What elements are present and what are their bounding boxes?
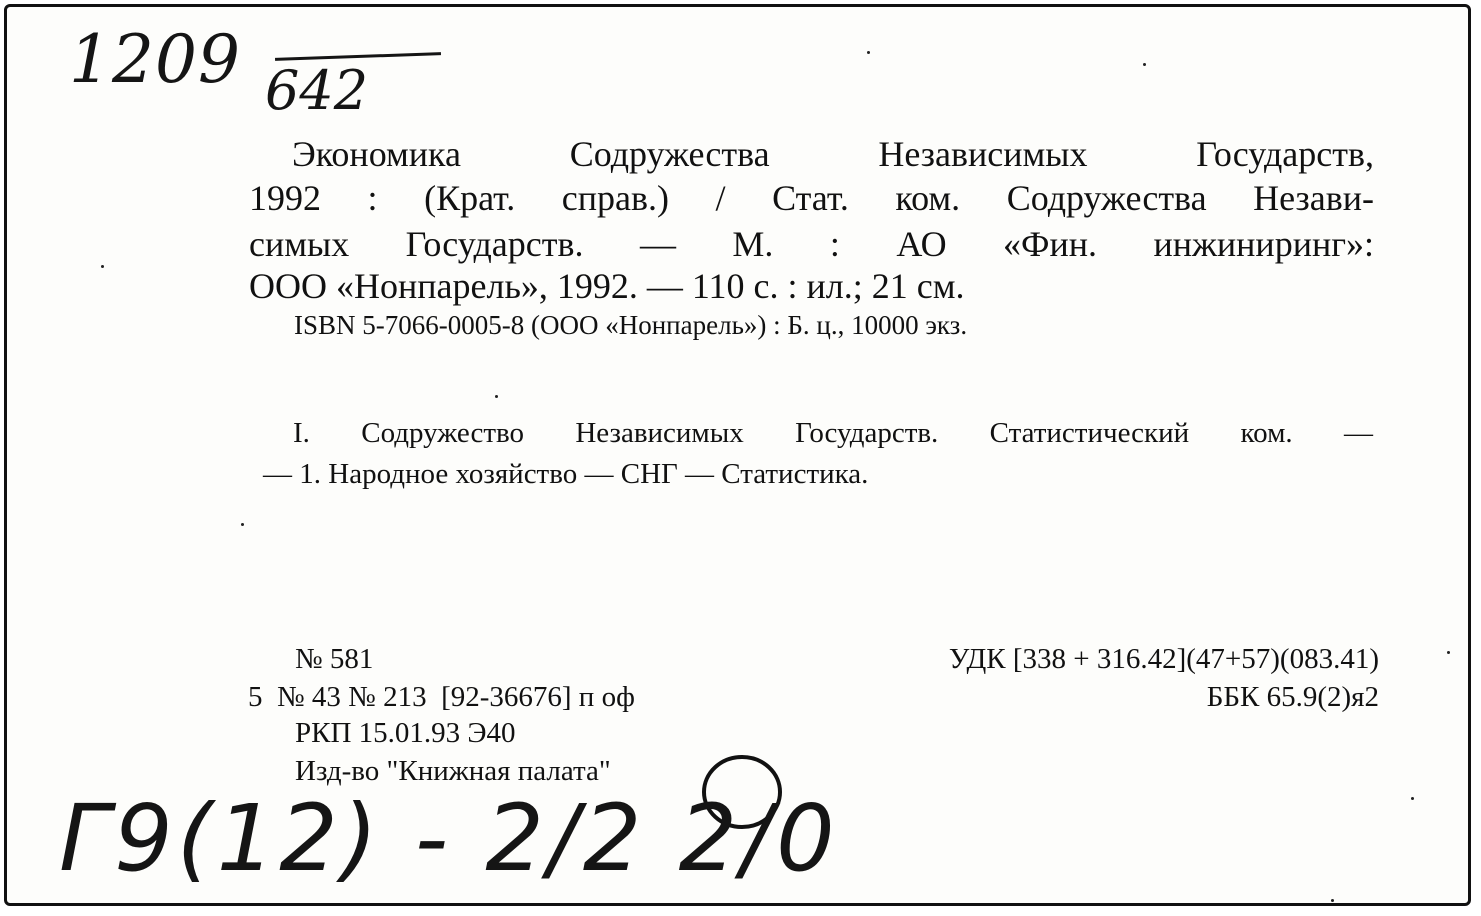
handwritten-call-number-sub: 642 [265, 59, 369, 122]
record-line-2: 5 № 43 № 213 [92-36676] п оф [248, 681, 635, 713]
tracing-line-1: I. Содружество Независимых Государств. Статистический ком. — [293, 417, 1373, 449]
record-number: № 581 [295, 643, 374, 675]
speck [101, 265, 104, 268]
speck [867, 51, 870, 54]
udk-code: УДК [338 + 316.42](47+57)(083.41) [948, 643, 1379, 675]
isbn-line: ISBN 5-7066-0005-8 (ООО «Нонпарель») : Б. ц., 10000 экз. [294, 310, 968, 340]
title-line-3: симых Государств. — М. : АО «Фин. инжиниринг»: [249, 224, 1374, 264]
speck [1331, 899, 1334, 902]
speck [1411, 797, 1414, 800]
tracing-line-2: — 1. Народное хозяйство — СНГ — Статистика. [263, 458, 869, 490]
title-line-1: Экономика Содружества Независимых Государств, [292, 134, 1374, 174]
speck [495, 395, 498, 398]
title-line-2: 1992 : (Крат. справ.) / Стат. ком. Содружества Незави- [249, 178, 1374, 218]
publisher-line: Изд-во "Книжная палата" [295, 755, 611, 787]
speck [1447, 651, 1450, 654]
handwritten-call-number: 1209 [69, 21, 241, 98]
handwritten-shelf-mark: Г9(12) - 2/2 2/0 [59, 785, 839, 892]
rkp-line: РКП 15.01.93 Э40 [295, 717, 516, 749]
title-line-4: ООО «Нонпарель», 1992. — 110 с. : ил.; 21 см. [249, 266, 965, 306]
catalog-card [4, 4, 1471, 906]
speck [241, 523, 244, 526]
bbk-code: ББК 65.9(2)я2 [1206, 681, 1379, 713]
speck [1143, 63, 1146, 66]
